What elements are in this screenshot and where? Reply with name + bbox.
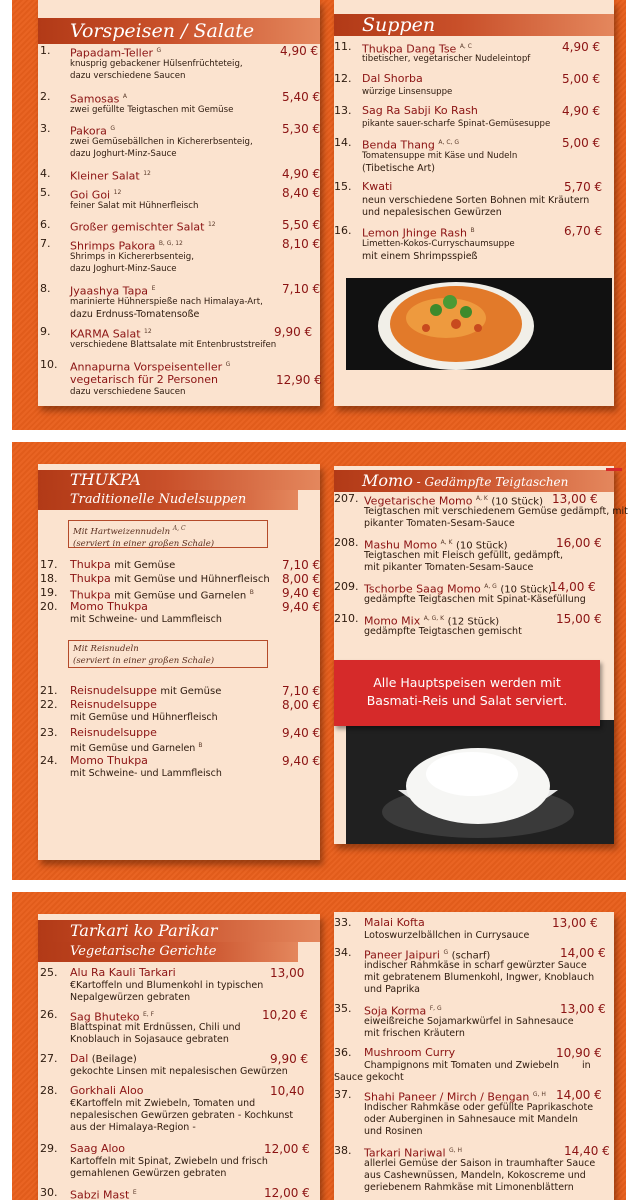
item-description: zwei Gemüsebällchen in Kichererbsenteig, dazu Joghurt-Minz-Sauce xyxy=(70,137,253,159)
item-number: 16. xyxy=(334,224,352,237)
item-price: 9,40 € xyxy=(282,586,321,600)
menu-page-vegetarian xyxy=(12,892,626,1200)
item-name: Reisnudelsuppe xyxy=(70,726,157,739)
item-price: 13,00 € xyxy=(552,492,598,506)
item-number: 12. xyxy=(334,72,352,85)
item-price: 6,70 € xyxy=(564,224,603,238)
item-number: 4. xyxy=(40,167,51,180)
item-description: zwei gefüllte Teigtaschen mit Gemüse xyxy=(70,105,234,115)
item-price: 8,00 € xyxy=(282,698,321,712)
item-price: 7,10 € xyxy=(282,684,321,698)
soup-bowl-image xyxy=(346,278,612,370)
item-number: 22. xyxy=(40,698,58,711)
rice-bowl-image xyxy=(346,720,614,844)
item-description: eiweißreiche Sojamarkwürfel in Sahnesauce mit frischen Kräutern xyxy=(364,1016,574,1039)
item-number: 29. xyxy=(40,1142,58,1155)
item-price: 14,00 € xyxy=(550,580,596,594)
item-number: 30. xyxy=(40,1186,58,1199)
item-number: 34. xyxy=(334,946,352,959)
item-name: Papadam-Teller $^G$ xyxy=(70,46,162,60)
item-description: Kartoffeln mit Spinat, Zwiebeln und frisch gemahlenen Gewürzen gebraten xyxy=(70,1156,268,1179)
starters-title: Vorspeisen / Salate xyxy=(38,18,320,44)
item-price: 8,00 € xyxy=(282,572,321,586)
item-price: 4,90 € xyxy=(282,167,321,181)
item-price: 5,00 € xyxy=(562,136,601,150)
item-number: 18. xyxy=(40,572,58,585)
item-description: mit Schweine- und Lammfleisch xyxy=(70,768,222,779)
momo-title: Momo - Gedämpfte Teigtaschen xyxy=(334,470,614,492)
item-name: Samosas $^A$ xyxy=(70,92,127,106)
item-number: 8. xyxy=(40,282,51,295)
soup-photo xyxy=(346,278,612,370)
item-name: Tarkari Nariwal $^{G, H}$ xyxy=(364,1146,462,1160)
item-name: Malai Kofta xyxy=(364,916,425,929)
item-name: Goi Goi $^{12}$ xyxy=(70,188,122,202)
item-number: 27. xyxy=(40,1052,58,1065)
item-name: Kwati xyxy=(362,180,393,193)
item-number: 5. xyxy=(40,186,51,199)
item-price: 9,90 € xyxy=(274,325,313,339)
item-price: 10,90 € xyxy=(556,1046,602,1060)
item-description: gedämpfte Teigtaschen mit Spinat-Käsefüllung xyxy=(364,594,586,605)
item-number: 35. xyxy=(334,1002,352,1015)
item-name: Großer gemischter Salat $^{12}$ xyxy=(70,220,216,234)
item-description: Blattspinat mit Erdnüssen, Chili und Knoblauch in Sojasauce gebraten xyxy=(70,1022,241,1045)
item-description: Tomatensuppe mit Käse und Nudeln (Tibetische Art) xyxy=(362,151,518,174)
item-name: Sag Ra Sabji Ko Rash xyxy=(362,104,478,117)
item-number: 6. xyxy=(40,218,51,231)
item-price: 9,90 € xyxy=(270,1052,309,1066)
item-name: Jyaashya Tapa $^E$ xyxy=(70,284,156,298)
item-number: 38. xyxy=(334,1144,352,1157)
item-description: tibetischer, vegetarischer Nudeleintopf xyxy=(362,54,531,64)
item-description: mit Gemüse und Hühnerfleisch xyxy=(70,712,218,723)
item-description: würzige Linsensuppe xyxy=(362,87,453,97)
durum-noodles-label: Mit Hartweizennudeln $^{A, C}$ (serviert in einer großen Schale) xyxy=(68,520,268,548)
item-name: Shahi Paneer / Mirch / Bengan $^{G, H}$ xyxy=(364,1090,546,1104)
item-price: 13,00 xyxy=(270,966,305,980)
item-name: Vegetarische Momo $^{A, K}$ (10 Stück) xyxy=(364,494,543,508)
menu-page-starters-soups xyxy=(12,0,626,430)
soups-title: Suppen xyxy=(334,14,614,36)
vegetarian-right-panel xyxy=(334,912,614,1200)
item-price: 4,90 € xyxy=(562,104,601,118)
item-description: knusprig gebackener Hülsenfrüchteteig, dazu verschiedene Saucen xyxy=(70,59,243,81)
item-name: Reisnudelsuppe mit Gemüse xyxy=(70,684,222,697)
item-price: 14,40 € xyxy=(564,1144,610,1158)
item-price: 9,40 € xyxy=(282,726,321,740)
item-price: 9,40 € xyxy=(282,600,321,614)
soups-panel xyxy=(334,0,614,406)
item-description: gekochte Linsen mit nepalesischen Gewürzen xyxy=(70,1066,288,1077)
item-name: Gorkhali Aloo xyxy=(70,1084,144,1097)
item-description: Champignons mit Tomaten und Zwiebeln in xyxy=(364,1060,591,1071)
corner-mark xyxy=(606,468,622,471)
vegetarian-left-panel xyxy=(38,914,320,1200)
item-price: 5,30 € xyxy=(282,122,321,136)
item-price: 14,00 € xyxy=(556,1088,602,1102)
item-name: Momo Mix $^{A, G, K}$ (12 Stück) xyxy=(364,614,500,628)
item-number: 15. xyxy=(334,180,352,193)
item-description: allerlei Gemüse der Saison in traumhafter Sauce aus Cashewnüssen, Mandeln, Kokoscreme und geriebenem Rahmkäse mit Limonenblättern xyxy=(364,1158,596,1193)
item-number: 19. xyxy=(40,586,58,599)
item-description: Indischer Rahmkäse oder gefüllte Paprikaschote oder Auberginen in Sahnesauce mit Mandeln und Rosinen xyxy=(364,1102,594,1137)
vegetarian-title: Tarkari ko Parikar xyxy=(38,920,320,942)
item-name: Thukpa mit Gemüse und Hühnerfleisch xyxy=(70,572,270,585)
item-name: Paneer Jaipuri $^G$ (scharf) xyxy=(364,948,491,962)
item-number: 17. xyxy=(40,558,58,571)
rice-photo xyxy=(346,720,614,844)
item-number: 210. xyxy=(334,612,359,625)
item-name: Dal Shorba xyxy=(362,72,423,85)
item-price: 5,50 € xyxy=(282,218,321,232)
menu-page-thukpa-momo xyxy=(12,442,626,880)
item-description: Shrimps in Kichererbsenteig, dazu Joghurt-Minz-Sauce xyxy=(70,252,194,274)
item-price: 16,00 € xyxy=(556,536,602,550)
item-description: Teigtaschen mit Fleisch gefüllt, gedämpft, mit pikanter Tomaten-Sesam-Sauce xyxy=(364,550,563,573)
item-number: 21. xyxy=(40,684,58,697)
item-description: Limetten-Kokos-Curryschaumsuppe mit einem Shrimpsspieß xyxy=(362,239,515,262)
item-name: Sabzi Mast $^E$ xyxy=(70,1188,137,1200)
item-name: Momo Thukpa xyxy=(70,754,148,767)
item-name: Mushroom Curry xyxy=(364,1046,456,1059)
item-description: mit Schweine- und Lammfleisch xyxy=(70,614,222,625)
item-number: 14. xyxy=(334,136,352,149)
item-description: feiner Salat mit Hühnerfleisch xyxy=(70,201,199,211)
item-name: Reisnudelsuppe xyxy=(70,698,157,711)
item-number: 26. xyxy=(40,1008,58,1021)
notice-banner: Alle Hauptspeisen werden mit Basmati-Reis und Salat serviert. xyxy=(334,660,600,726)
thukpa-subtitle: Traditionelle Nudelsuppen xyxy=(38,490,298,510)
item-name: Shrimps Pakora $^{B, G, 12}$ xyxy=(70,239,183,253)
item-description: €Kartoffeln und Blumenkohl in typischen Nepalgewürzen gebraten xyxy=(70,980,264,1003)
item-number: 208. xyxy=(334,536,359,549)
item-price: 12,00 € xyxy=(264,1142,310,1156)
item-number: 20. xyxy=(40,600,58,613)
item-price: 5,40 € xyxy=(282,90,321,104)
item-description: Lotoswurzelbällchen in Currysauce xyxy=(364,930,530,941)
item-number: 209. xyxy=(334,580,359,593)
item-price: 7,10 € xyxy=(282,558,321,572)
item-price: 4,90 € xyxy=(280,44,319,58)
item-number: 3. xyxy=(40,122,51,135)
item-number: 207. xyxy=(334,492,359,505)
item-number: 11. xyxy=(334,40,352,53)
item-name: Mashu Momo $^{A, K}$ (10 Stück) xyxy=(364,538,508,552)
item-name: Pakora $^G$ xyxy=(70,124,116,138)
item-name: Dal (Beilage) xyxy=(70,1052,137,1065)
item-description: mit Gemüse und Garnelen $^B$ xyxy=(70,742,203,755)
thukpa-panel xyxy=(38,464,320,860)
item-name: Lemon Jhinge Rash $^B$ xyxy=(362,226,475,240)
item-number: 10. xyxy=(40,358,58,371)
item-price: 13,00 € xyxy=(560,1002,606,1016)
item-name: Saag Aloo xyxy=(70,1142,125,1155)
thukpa-title: THUKPA xyxy=(38,470,320,490)
item-name: Benda Thang $^{A, C, G}$ xyxy=(362,138,459,152)
item-description: indischer Rahmkäse in scharf gewürzter Sauce mit gebratenem Blumenkohl, Ingwer, Knoblauch und Paprika xyxy=(364,960,595,995)
item-description: dazu verschiedene Saucen xyxy=(70,387,186,397)
item-description: verschiedene Blattsalate mit Entenbruststreifen xyxy=(70,340,277,350)
item-name: Momo Thukpa xyxy=(70,600,148,613)
momo-panel xyxy=(334,466,628,844)
item-number: 2. xyxy=(40,90,51,103)
item-description: pikante sauer-scharfe Spinat-Gemüsesuppe xyxy=(362,119,551,129)
item-description: neun verschiedene Sorten Bohnen mit Kräutern und nepalesischen Gewürzen xyxy=(362,195,590,218)
rice-noodles-label: Mit Reisnudeln (serviert in einer großen Schale) xyxy=(68,640,268,668)
item-name: Thukpa mit Gemüse xyxy=(70,558,176,571)
item-name: Soja Korma $^{F, G}$ xyxy=(364,1004,442,1018)
item-number: 25. xyxy=(40,966,58,979)
item-price: 13,00 € xyxy=(552,916,598,930)
item-price: 9,40 € xyxy=(282,754,321,768)
item-number: 13. xyxy=(334,104,352,117)
item-number: 9. xyxy=(40,325,51,338)
item-number: 33. xyxy=(334,916,352,929)
item-name-line2: vegetarisch für 2 Personen xyxy=(70,373,218,386)
item-name: Thukpa mit Gemüse und Garnelen $^B$ xyxy=(70,588,254,602)
item-name: KARMA Salat $^{12}$ xyxy=(70,327,152,341)
item-name: Tschorbe Saag Momo $^{A, G}$ (10 Stück) xyxy=(364,582,552,596)
item-price: 5,00 € xyxy=(562,72,601,86)
item-number: 36. xyxy=(334,1046,352,1059)
item-price: 8,10 € xyxy=(282,237,321,251)
item-name: Alu Ra Kauli Tarkari xyxy=(70,966,176,979)
item-price: 10,40 xyxy=(270,1084,305,1098)
item-price: 12,90 € xyxy=(276,373,322,387)
item-price: 7,10 € xyxy=(282,282,321,296)
item-name: Sag Bhuteko $^{E, F}$ xyxy=(70,1010,155,1024)
item-name: Thukpa Dang Tse $^{A, C}$ xyxy=(362,42,472,56)
item-description: gedämpfte Teigtaschen gemischt xyxy=(364,626,522,637)
item-price: 12,00 € xyxy=(264,1186,310,1200)
item-number: 28. xyxy=(40,1084,58,1097)
vegetarian-subtitle: Vegetarische Gerichte xyxy=(38,942,298,962)
item-number: 1. xyxy=(40,44,51,57)
item-price: 10,20 € xyxy=(262,1008,308,1022)
item-name: Annapurna Vorspeisenteller $^G$ xyxy=(70,360,231,374)
starters-panel xyxy=(38,0,320,406)
item-description: Teigtaschen mit verschiedenem Gemüse gedämpft, mit pikanter Tomaten-Sesam-Sauce xyxy=(364,506,628,529)
item-price: 5,70 € xyxy=(564,180,603,194)
item-price: 4,90 € xyxy=(562,40,601,54)
item-description: marinierte Hühnerspieße nach Himalaya-Art, dazu Erdnuss-Tomatensoße xyxy=(70,297,263,320)
item-price: 8,40 € xyxy=(282,186,321,200)
item-number: 7. xyxy=(40,237,51,250)
item-name: Kleiner Salat $^{12}$ xyxy=(70,169,151,183)
item-price: 14,00 € xyxy=(560,946,606,960)
item-number: 23. xyxy=(40,726,58,739)
item-description: €Kartoffeln mit Zwiebeln, Tomaten und nepalesischen Gewürzen gebraten - Kochkunst aus der Himalaya-Region - xyxy=(70,1098,294,1133)
item-price: 15,00 € xyxy=(556,612,602,626)
item-description-line2: Sauce gekocht xyxy=(334,1072,404,1083)
item-number: 37. xyxy=(334,1088,352,1101)
item-number: 24. xyxy=(40,754,58,767)
